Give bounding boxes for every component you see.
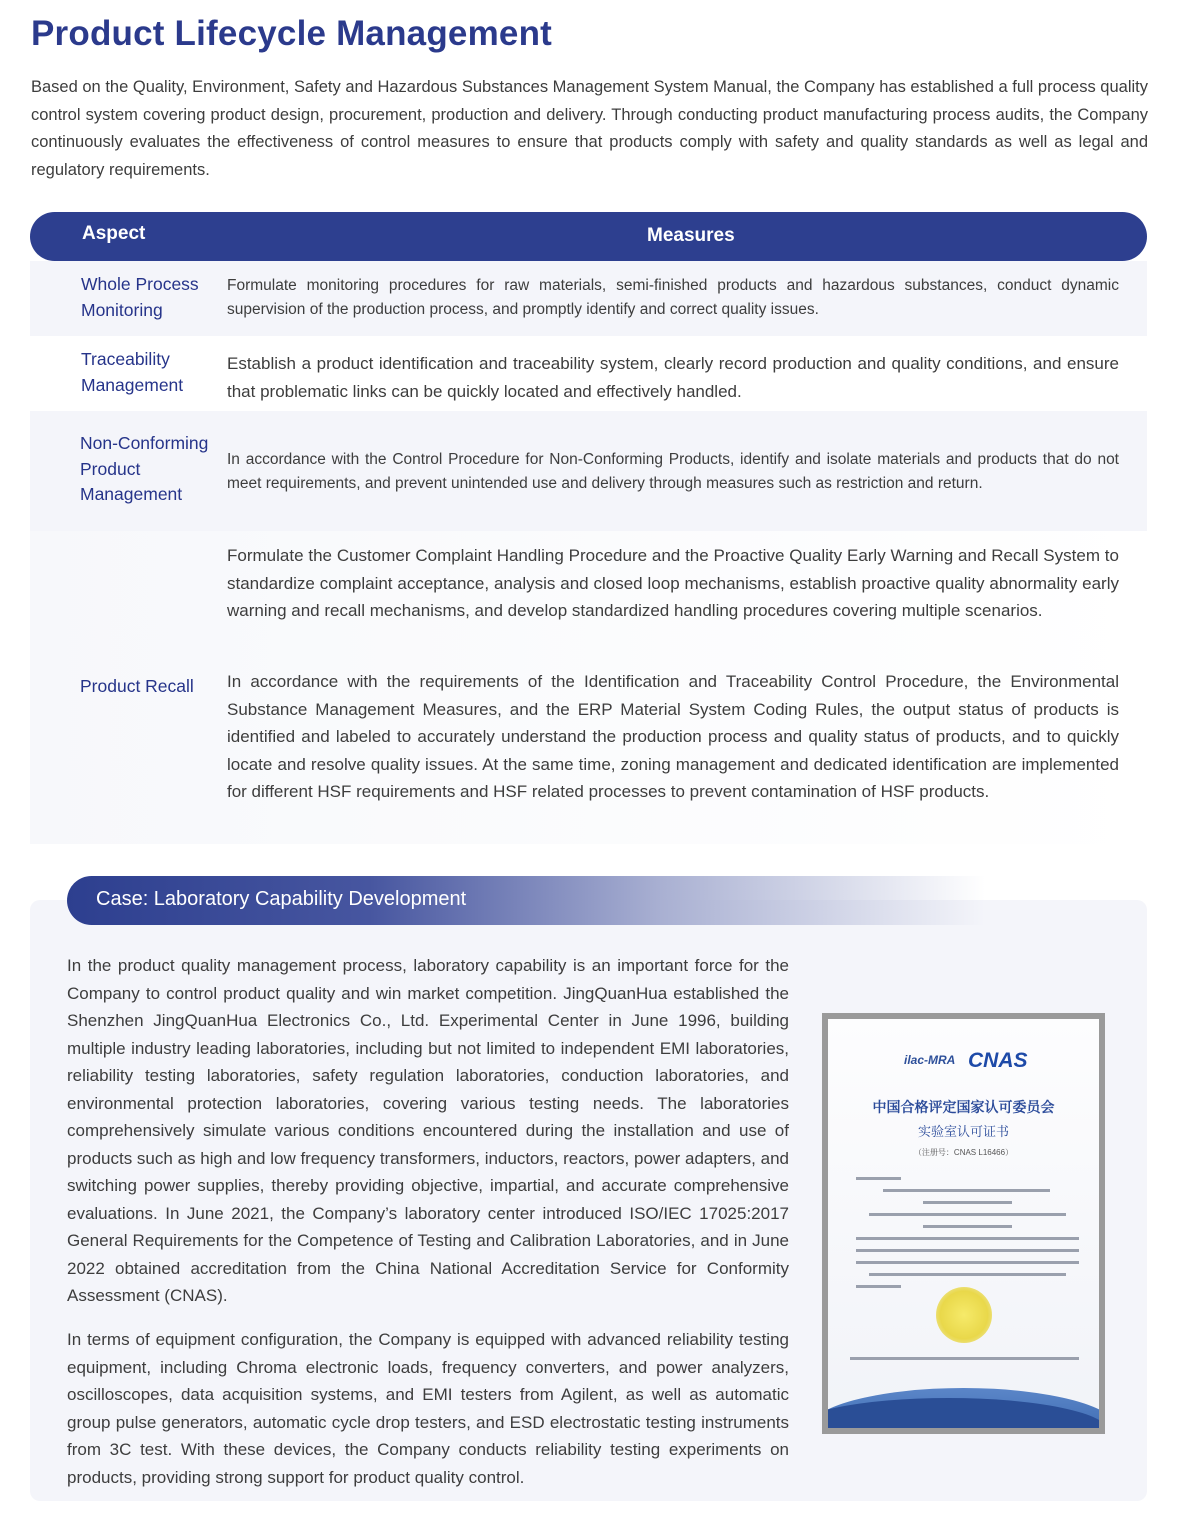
certificate-signature-line — [850, 1357, 1079, 1360]
row-aspect: Whole Process Monitoring — [81, 274, 199, 320]
certificate-paper — [828, 1019, 1099, 1428]
certificate-reg-no: （注册号：CNAS L16466） — [913, 1148, 1014, 1157]
case-title: Case: Laboratory Capability Development — [96, 888, 467, 910]
certificate-logos — [828, 1047, 1099, 1083]
case-paragraph: In terms of equipment configuration, the Company is equipped with advanced reliability testing equipment, including Chroma electronic loads, frequency converters, and power analyzers, oscilloscopes, data acquisition systems, and EMI testers from Agilent, as well as automatic group pulse generators, automatic cycle drop testers, and ESD electrostatic testing instruments from 3C test. With these devices, the Company conducts reliability testing experiments on products, providing strong support for product quality control. — [67, 1330, 789, 1487]
table-row — [30, 261, 1147, 336]
row-measure: In accordance with the Control Procedure for Non-Conforming Products, identify and isolate materials and products that do not meet requirements, and prevent unintended use and delivery through measures such as restriction and return. — [227, 451, 1119, 492]
row-measure: In accordance with the requirements of the Identification and Traceability Control Procedure, the Environmental Substance Management Measures, and the ERP Material System Coding Rules, the output status of products is identified and labeled to accurately understand the production process and quality status of products, and to quickly locate and resolve quality issues. At the same time, zoning management and dedicated identification are implemented for different HSF requirements and HSF related processes to prevent contamination of HSF products. — [227, 672, 1119, 801]
table-row — [30, 531, 1147, 844]
row-measure: Formulate monitoring procedures for raw materials, semi-finished products and hazardous substances, conduct dynamic supervision of the production process, and promptly identify and correct quality issues. — [227, 277, 1119, 318]
page-title: Product Lifecycle Management — [31, 14, 553, 53]
row-aspect: Product Recall — [80, 676, 194, 696]
table-row — [30, 336, 1147, 411]
row-measure: Formulate the Customer Complaint Handling Procedure and the Proactive Quality Early Warning and Recall System to standardize complaint acceptance, analysis and closed loop mechanisms, establish proactive quality abnormality early warning and recall mechanisms, and develop standardized handling procedures covering multiple scenarios. — [227, 546, 1119, 620]
row-aspect: Non-Conforming Product Management — [80, 433, 209, 504]
header-measures: Measures — [647, 225, 735, 246]
row-measure: Establish a product identification and traceability system, clearly record production and quality conditions, and ensure that problematic links can be quickly located and effectively handled. — [227, 354, 1119, 401]
table-row — [30, 411, 1147, 531]
certificate-body-lines — [856, 1177, 1079, 1297]
case-title-pill — [67, 876, 1147, 925]
ilac-logo: ilac-MRA — [904, 1053, 956, 1067]
table-header — [30, 212, 1147, 261]
case-paragraph: In the product quality management process, laboratory capability is an important force for the Company to control product quality and win market competition. JingQuanHua established the Shenzhen JingQuanHua Electronics Co., Ltd. Experimental Center in June 1996, building multiple industry leading laboratories, including but not limited to independent EMI laboratories, reliability testing laboratories, safety regulation laboratories, conduction laboratories, and environmental protection laboratories, covering various testing needs. The laboratories comprehensively simulate various conditions encountered during the installation and use of products such as high and low frequency transformers, inductors, reactors, power adapters, and switching power supplies, thereby providing objective, impartial, and accurate comprehensive evaluations. In June 2021, the Company’s laboratory center introduced ISO/IEC 17025:2017 General Requirements for the Competence of Testing and Calibration Laboratories, and in June 2022 obtained accreditation from the China National Accreditation Service for Conformity Assessment (CNAS). — [67, 956, 789, 1305]
header-aspect: Aspect — [82, 223, 146, 244]
certificate-seal — [936, 1287, 992, 1343]
certificate-title: 中国合格评定国家认可委员会 — [872, 1099, 1055, 1115]
cnas-logo: CNAS — [968, 1049, 1028, 1072]
intro-paragraph: Based on the Quality, Environment, Safety and Hazardous Substances Management System Manual, the Company has established a full process quality control system covering product design, procurement, production and delivery. Through conducting product manufacturing process audits, the Company continuously evaluates the effectiveness of control measures to ensure that products comply with safety and quality standards as well as legal and regulatory requirements. — [31, 78, 1148, 179]
cnas-certificate-image — [822, 1013, 1105, 1434]
row-aspect: Traceability Management — [81, 349, 184, 395]
certificate-subtitle: 实验室认可证书 — [917, 1124, 1009, 1139]
